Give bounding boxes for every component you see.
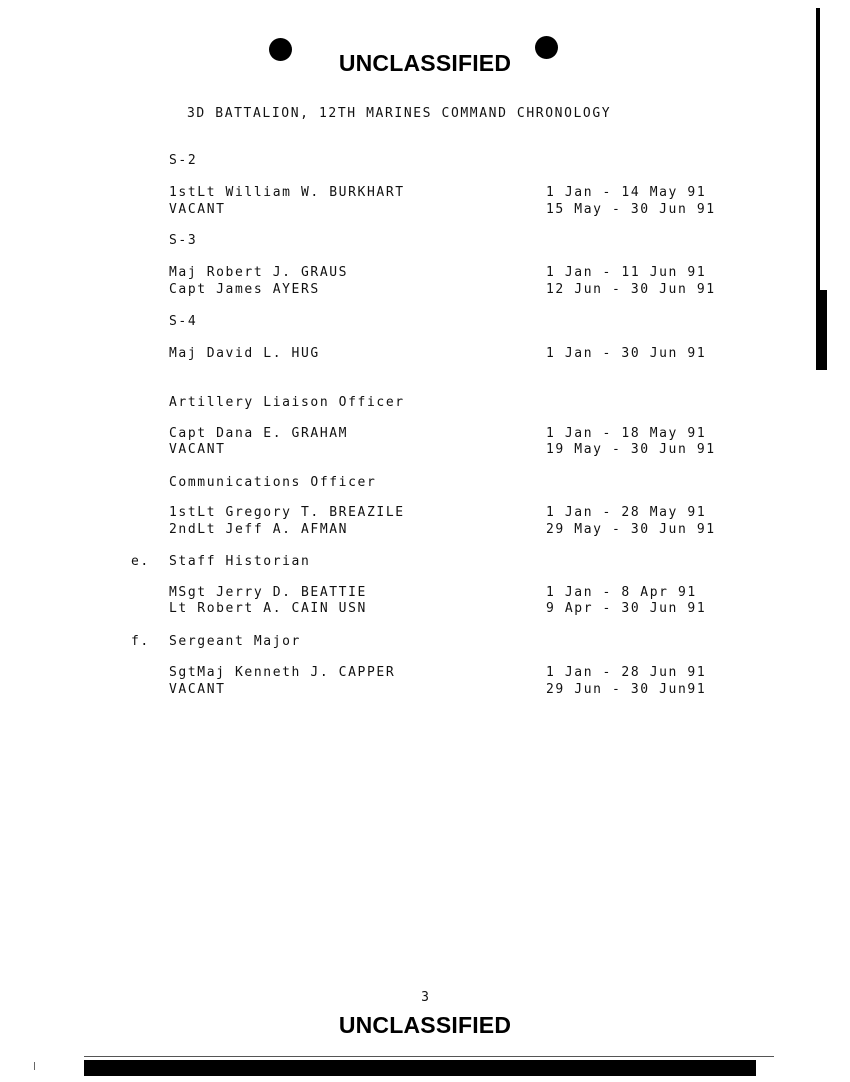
entry-dates: 1 Jan - 18 May 91: [546, 426, 707, 441]
entry-name: 1stLt William W. BURKHART: [169, 185, 405, 200]
entry-name: MSgt Jerry D. BEATTIE: [169, 585, 367, 600]
paragraph-marker-f: f.: [131, 634, 150, 649]
entry-name: VACANT: [169, 442, 226, 457]
section-heading-s2: S-2: [169, 153, 198, 168]
entry-name: Capt Dana E. GRAHAM: [169, 426, 349, 441]
section-heading-s4: S-4: [169, 314, 198, 329]
section-heading-communications: Communications Officer: [169, 475, 377, 490]
classification-header: UNCLASSIFIED: [338, 50, 512, 76]
section-heading-sergeant-major: Sergeant Major: [169, 634, 301, 649]
entry-name: Capt James AYERS: [169, 282, 320, 297]
entry-name: Lt Robert A. CAIN USN: [169, 601, 367, 616]
entry-name: SgtMaj Kenneth J. CAPPER: [169, 665, 396, 680]
entry-dates: 1 Jan - 30 Jun 91: [546, 346, 707, 361]
entry-dates: 12 Jun - 30 Jun 91: [546, 282, 716, 297]
entry-dates: 1 Jan - 28 Jun 91: [546, 665, 707, 680]
entry-name: VACANT: [169, 202, 226, 217]
entry-dates: 9 Apr - 30 Jun 91: [546, 601, 707, 616]
entry-dates: 19 May - 30 Jun 91: [546, 442, 716, 457]
section-heading-artillery-liaison: Artillery Liaison Officer: [169, 395, 405, 410]
entry-dates: 15 May - 30 Jun 91: [546, 202, 716, 217]
entry-dates: 1 Jan - 14 May 91: [546, 185, 707, 200]
scan-bottom-bar: [84, 1060, 756, 1076]
section-heading-staff-historian: Staff Historian: [169, 554, 311, 569]
classification-footer: UNCLASSIFIED: [338, 1012, 512, 1038]
entry-dates: 1 Jan - 28 May 91: [546, 505, 707, 520]
entry-dates: 1 Jan - 11 Jun 91: [546, 265, 707, 280]
scan-edge-bar-thick: [816, 290, 827, 370]
entry-name: 2ndLt Jeff A. AFMAN: [169, 522, 349, 537]
entry-name: VACANT: [169, 682, 226, 697]
paragraph-marker-e: e.: [131, 554, 150, 569]
document-title: 3D BATTALION, 12TH MARINES COMMAND CHRONOLOGY: [187, 106, 612, 121]
entry-dates: 29 Jun - 30 Jun91: [546, 682, 707, 697]
page-number: 3: [421, 990, 429, 1005]
scan-mark: [34, 1062, 35, 1070]
entry-name: Maj Robert J. GRAUS: [169, 265, 349, 280]
entry-dates: 1 Jan - 8 Apr 91: [546, 585, 697, 600]
scan-bottom-line: [84, 1056, 774, 1057]
entry-name: Maj David L. HUG: [169, 346, 320, 361]
section-heading-s3: S-3: [169, 233, 198, 248]
entry-dates: 29 May - 30 Jun 91: [546, 522, 716, 537]
entry-name: 1stLt Gregory T. BREAZILE: [169, 505, 405, 520]
